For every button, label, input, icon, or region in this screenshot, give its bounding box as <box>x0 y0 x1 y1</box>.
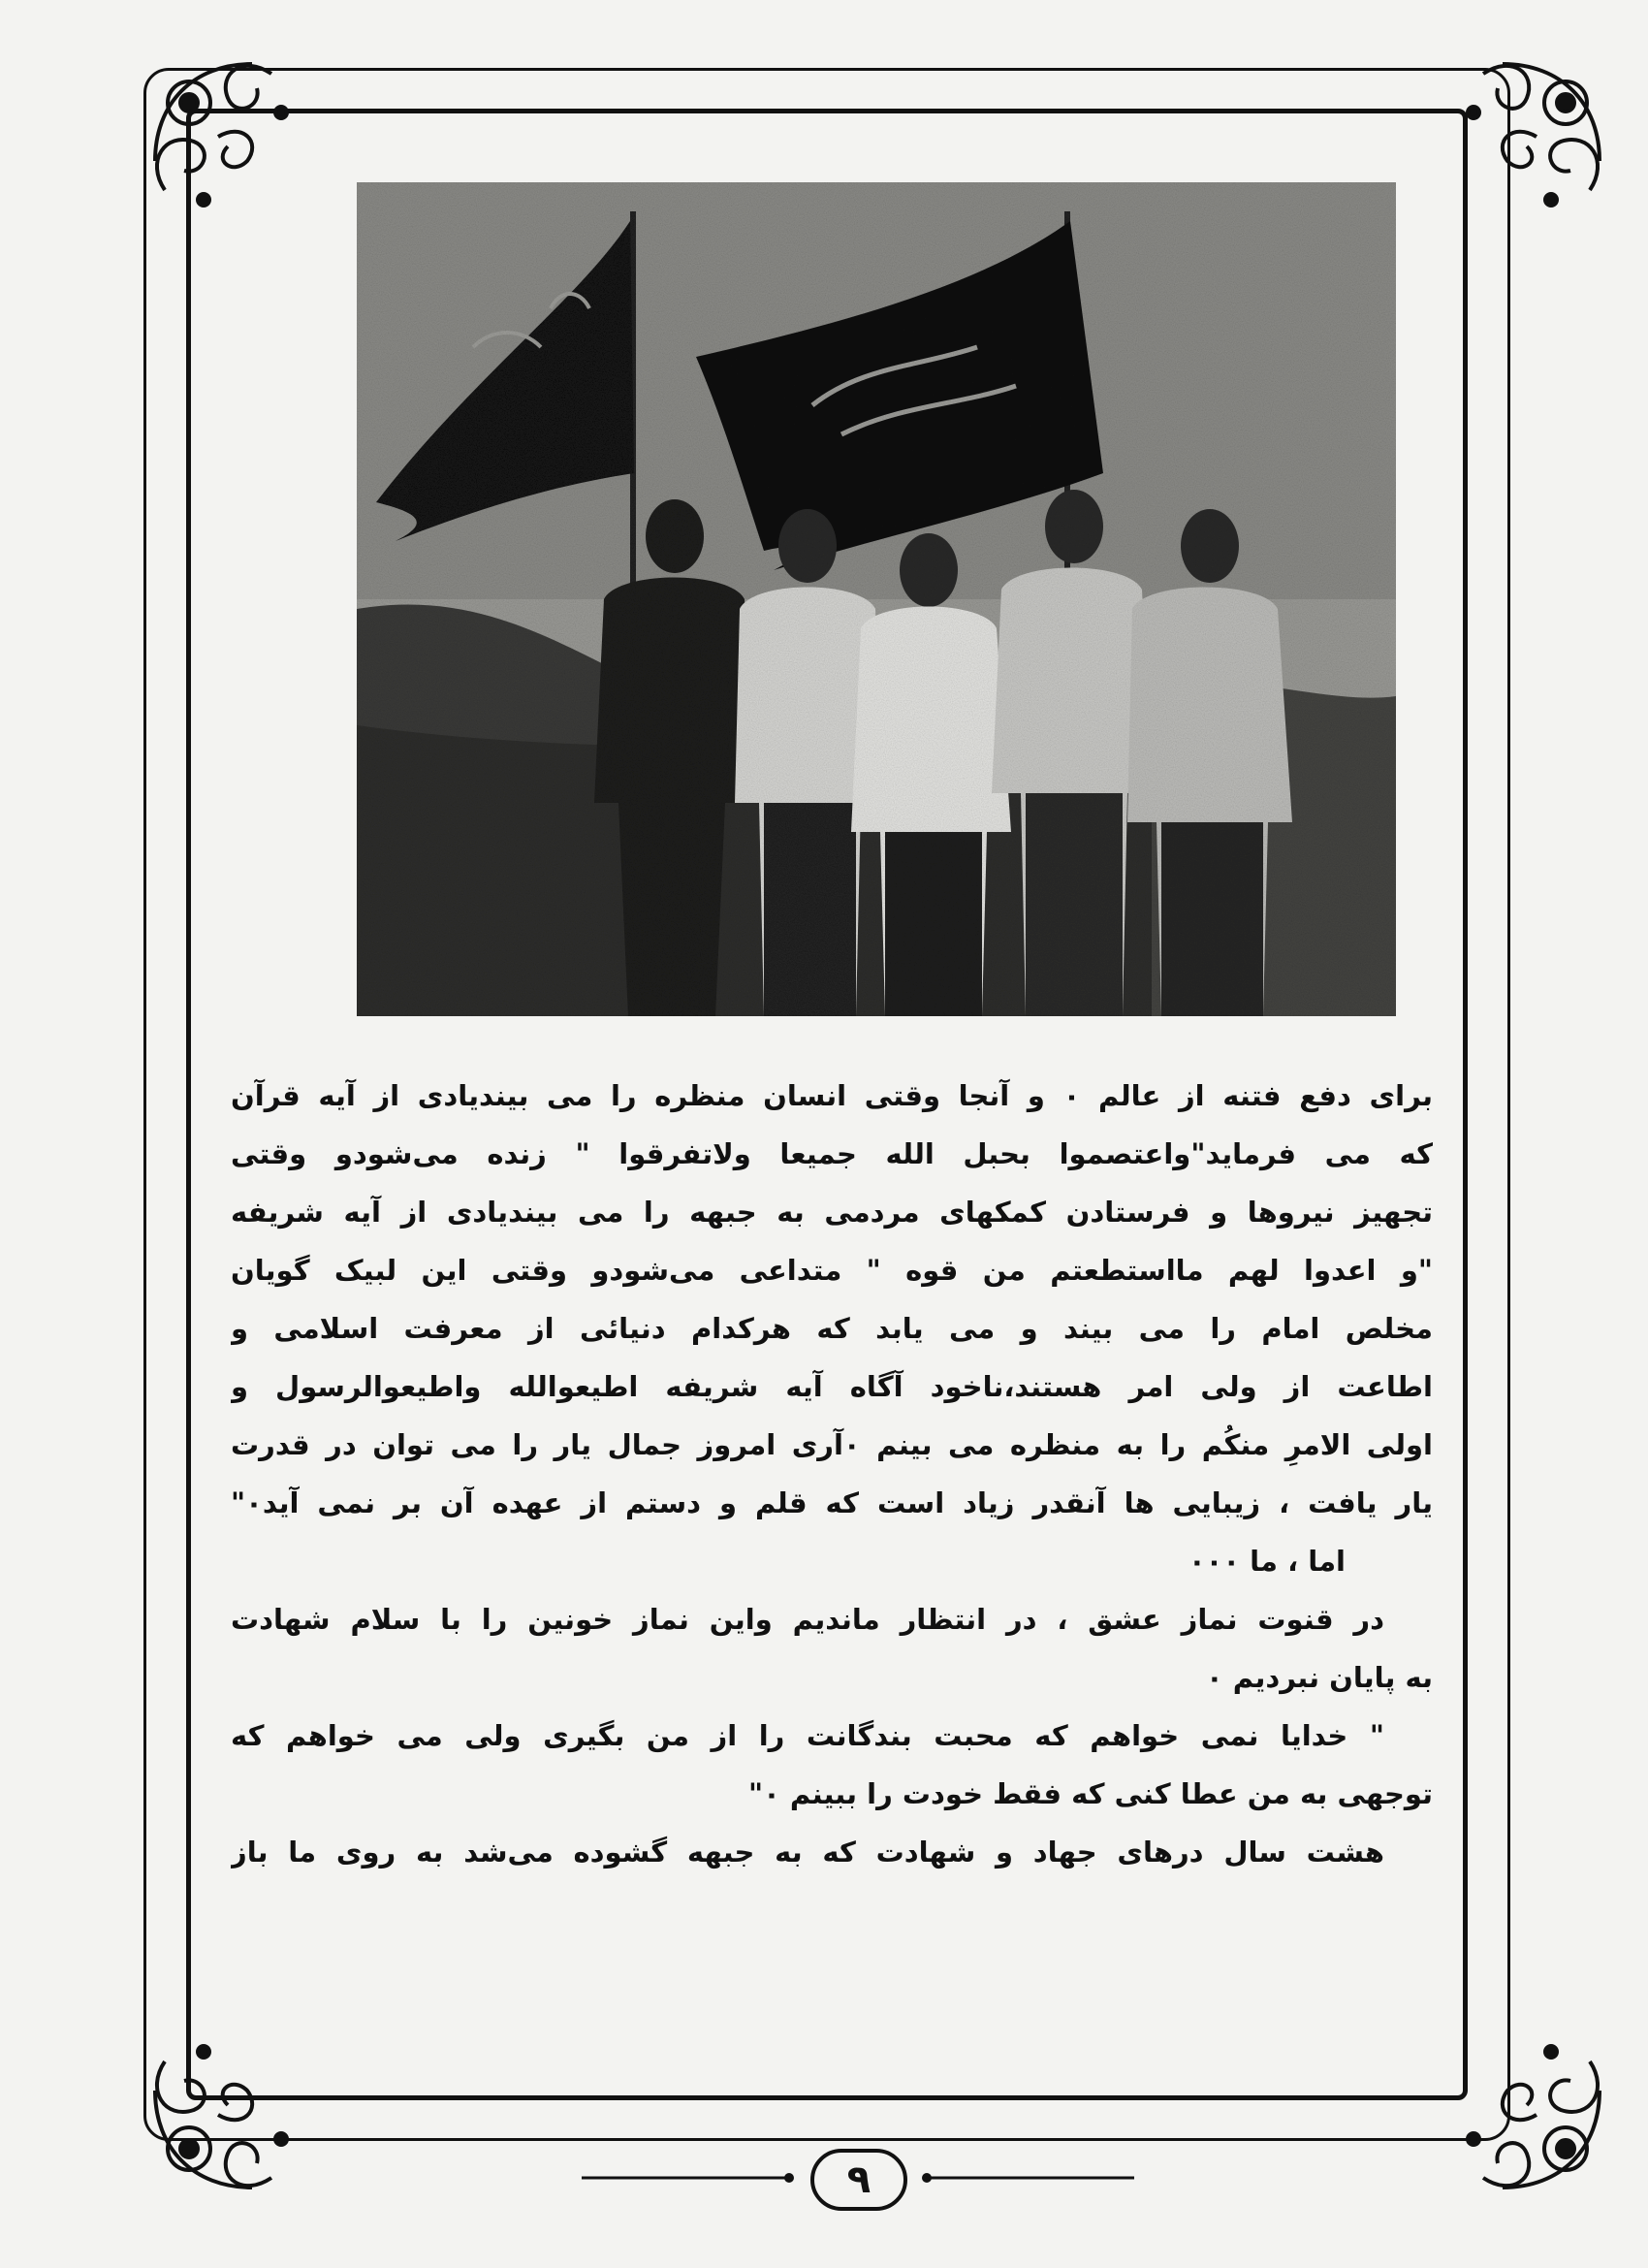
text-line: تجهیز نیروها و فرستادن کمکهای مردمی به جبهه را می بیندیادی از آیه شریفه <box>231 1196 1433 1229</box>
text-line: در قنوت نماز عشق ، در انتظار ماندیم واین نماز خونین را با سلام شهادت <box>231 1603 1384 1636</box>
page-number-ornament-right <box>921 2172 1134 2184</box>
photo-men-with-flags <box>357 182 1396 1016</box>
text-line: مخلص امام را می بیند و می یابد که هرکدام دنیائی از معرفت اسلامی و <box>231 1312 1433 1345</box>
text-line: هشت سال درهای جهاد و شهادت که به جبهه گشوده می‌شد به روی ما باز <box>231 1836 1384 1869</box>
text-line: "و اعدوا لهم مااستطعتم من قوه " متداعی می‌شودو وقتی این لبیک گویان <box>231 1254 1433 1287</box>
text-line: به پایان نبردیم ۰ <box>1205 1661 1433 1694</box>
page-number: ۹ <box>810 2149 907 2211</box>
corner-ornament-top-right <box>1425 45 1619 239</box>
text-line: یار یافت ، زیبایی ها آنقدر زیاد است که قلم و دستم از عهده آن بر نمی آید۰" <box>231 1486 1433 1519</box>
text-line: اولی الامرِ منکُم را به منظره می بینم ۰آری امروز جمال یار را می توان در قدرت <box>231 1428 1433 1461</box>
text-line: اما ، ما ۰۰۰ <box>1188 1545 1346 1578</box>
corner-ornament-bottom-left <box>136 2013 330 2207</box>
corner-ornament-bottom-right <box>1425 2013 1619 2207</box>
text-line: که می فرماید"واعتصموا بحبل الله جمیعا ولاتفرقوا " زنده می‌شودو وقتی <box>231 1137 1433 1170</box>
text-line: اطاعت از ولی امر هستند،ناخود آگاه آیه شریفه اطیعوالله واطیعوالرسول و <box>231 1370 1433 1403</box>
text-line: برای دفع فتنه از عالم ۰ و آنجا وقتی انسان منظره را می بیندیادی از آیه قرآن <box>231 1079 1433 1112</box>
text-line: " خدایا نمی خواهم که محبت بندگانت را از من بگیری ولی می خواهم که <box>231 1719 1384 1752</box>
page-number-ornament-left <box>582 2172 795 2184</box>
corner-ornament-top-left <box>136 45 330 239</box>
text-line: توجهی به من عطا کنی که فقط خودت را ببینم ۰" <box>747 1777 1433 1810</box>
body-text <box>231 1067 1433 2036</box>
